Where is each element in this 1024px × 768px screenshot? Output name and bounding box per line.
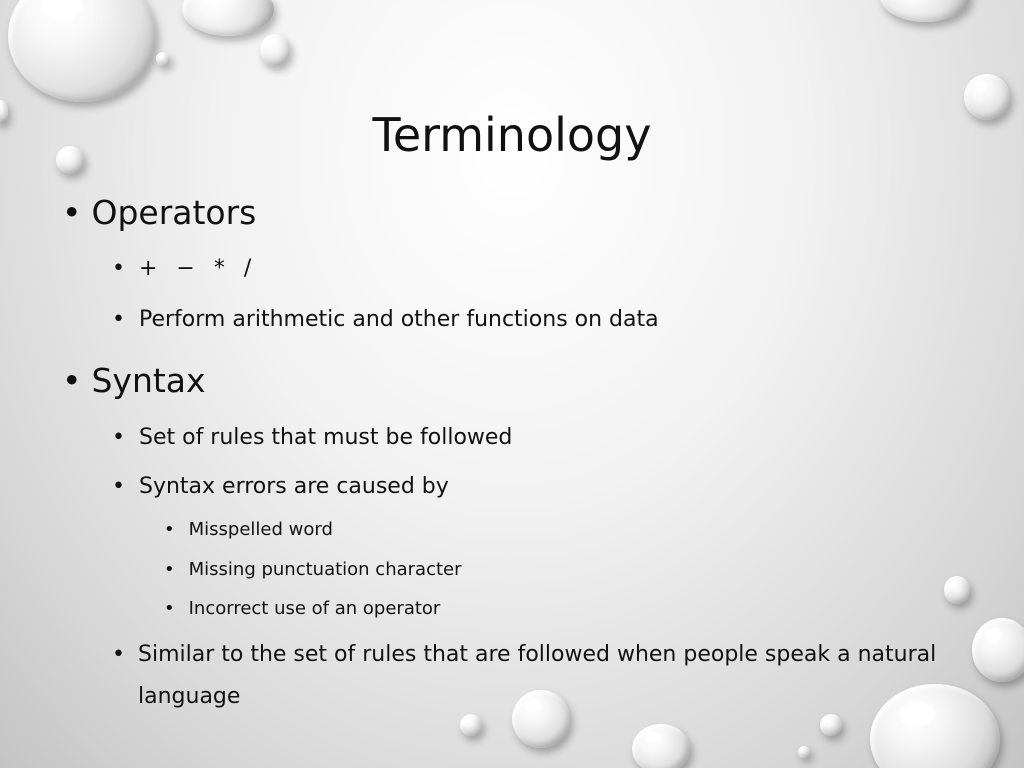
error-cause-text: Misspelled word xyxy=(188,519,333,540)
bullet-icon: • xyxy=(112,256,125,281)
water-drop-decoration xyxy=(156,52,170,66)
bullet-error-cause xyxy=(164,559,462,580)
bullet-syntax-errors xyxy=(112,474,449,499)
bullet-syntax xyxy=(62,361,206,400)
water-drop-decoration xyxy=(880,0,970,22)
bullet-icon: • xyxy=(164,598,175,619)
water-drop-decoration xyxy=(798,746,810,758)
syntax-rules: Set of rules that must be followed xyxy=(138,425,513,450)
water-drop-decoration xyxy=(944,576,970,604)
bullet-icon: • xyxy=(112,474,125,499)
bullet-icon: • xyxy=(112,307,125,332)
operators-heading: Operators xyxy=(91,193,257,232)
water-drop-decoration xyxy=(182,0,274,36)
bullet-operator-symbols xyxy=(112,256,257,281)
bullet-icon: • xyxy=(164,559,175,580)
water-drop-decoration xyxy=(8,0,156,102)
syntax-heading: Syntax xyxy=(91,361,206,400)
syntax-analogy: Similar to the set of rules that are followed when people speak a natural language xyxy=(138,642,937,709)
syntax-errors-intro: Syntax errors are caused by xyxy=(138,474,449,499)
bullet-icon: • xyxy=(62,361,82,400)
bullet-error-cause xyxy=(164,598,440,619)
error-cause-text: Incorrect use of an operator xyxy=(188,598,441,619)
error-cause-text: Missing punctuation character xyxy=(188,559,462,580)
slide-title: Terminology xyxy=(372,108,652,162)
bullet-icon: • xyxy=(112,425,125,450)
water-drop-decoration xyxy=(260,34,290,66)
bullet-syntax-rules xyxy=(112,425,512,450)
bullet-operators-description xyxy=(112,307,659,332)
water-drop-decoration xyxy=(632,724,690,768)
bullet-syntax-analogy xyxy=(112,634,988,718)
bullet-icon: • xyxy=(164,519,175,540)
operators-description: Perform arithmetic and other functions on data xyxy=(138,307,659,332)
operator-symbols: + − * / xyxy=(138,256,258,281)
bullet-error-cause xyxy=(164,519,333,540)
bullet-icon: • xyxy=(62,193,82,232)
bullet-operators xyxy=(62,193,256,232)
bullet-icon: • xyxy=(112,642,125,667)
